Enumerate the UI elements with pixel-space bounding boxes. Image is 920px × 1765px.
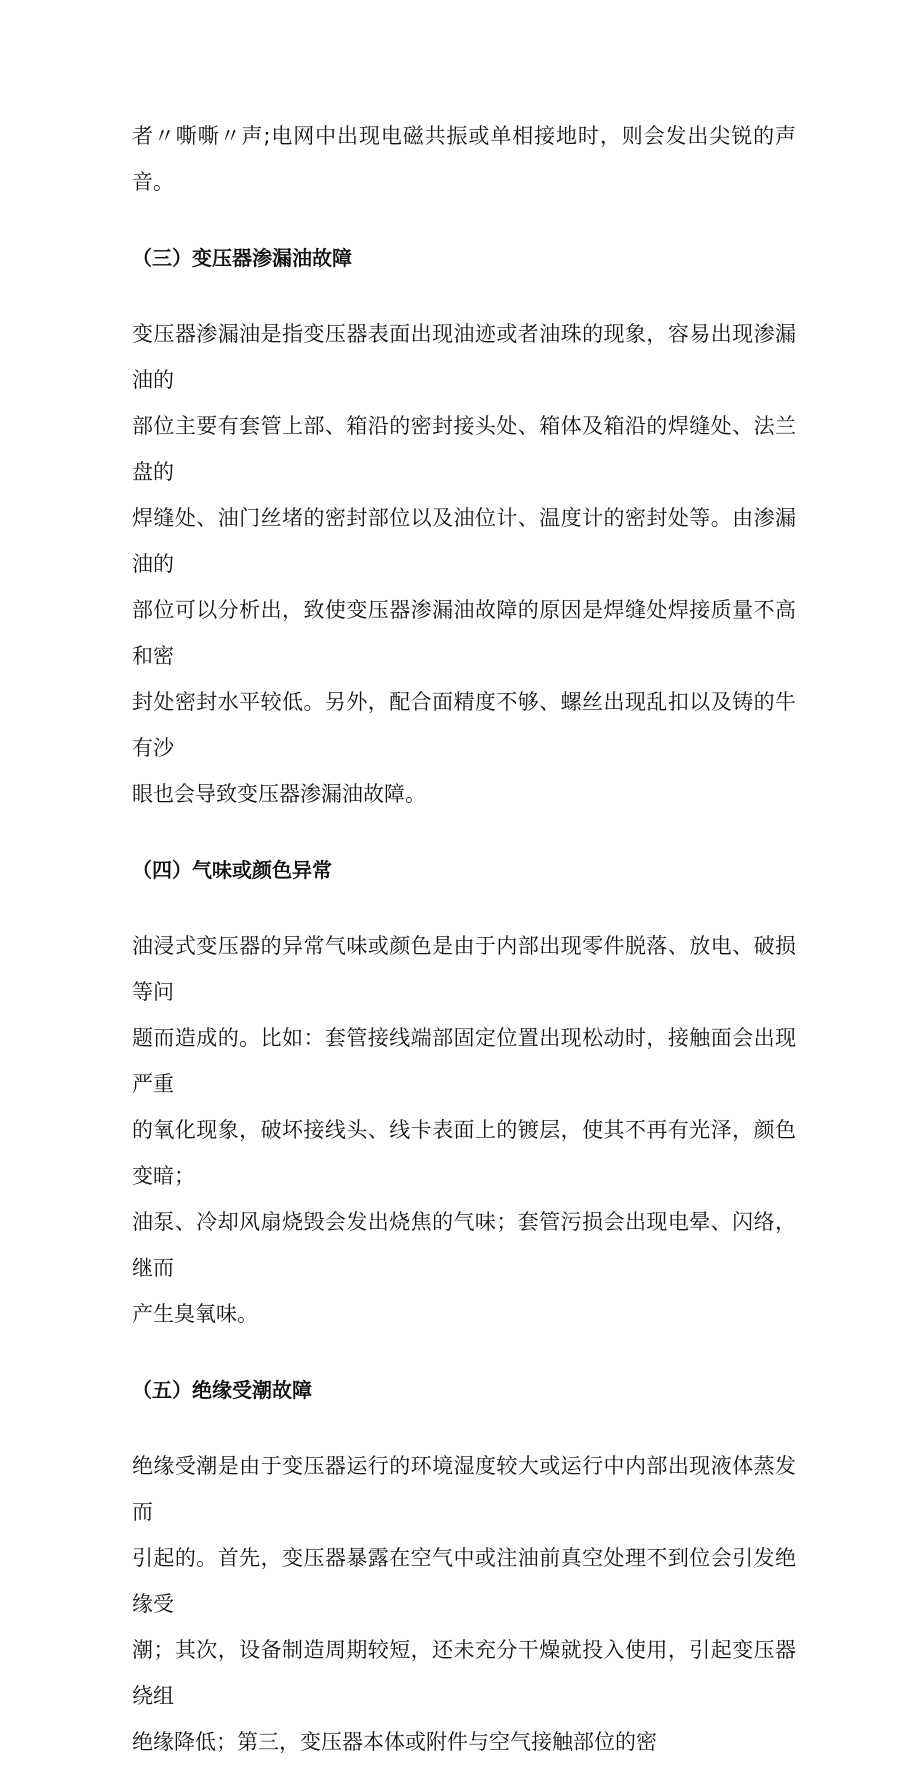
text-line: 封处密封水平较低。另外，配合面精度不够、螺丝出现乱扣以及铸的牛有沙 (132, 690, 796, 760)
heading-oil-leakage: （三）变压器渗漏油故障 (132, 246, 352, 270)
text-line: 变压器渗漏油是指变压器表面出现油迹或者油珠的现象，容易出现渗漏油的 (132, 322, 796, 392)
text-line: 绝缘受潮是由于变压器运行的环境湿度较大或运行中内部出现液体蒸发而 (132, 1454, 796, 1524)
paragraph-insulation-moisture (132, 1443, 796, 1765)
heading-insulation-moisture: （五）绝缘受潮故障 (132, 1378, 312, 1402)
document-body (132, 113, 796, 1765)
paragraph-odor-color (132, 923, 796, 1337)
text-line: 者〃嘶嘶〃声;电网中出现电磁共振或单相接地时，则会发出尖锐的声音。 (132, 124, 796, 194)
text-line: 焊缝处、油门丝堵的密封部位以及油位计、温度计的密封处等。由渗漏油的 (132, 506, 796, 576)
heading-odor-color: （四）气味或颜色异常 (132, 858, 332, 882)
text-line: 部位主要有套管上部、箱沿的密封接头处、箱体及箱沿的焊缝处、法兰盘的 (132, 414, 796, 484)
text-line: 题而造成的。比如：套管接线端部固定位置出现松动时，接触面会出现严重 (132, 1026, 796, 1096)
text-line: 眼也会导致变压器渗漏油故障。 (132, 782, 426, 806)
text-line: 部位可以分析出，致使变压器渗漏油故障的原因是焊缝处焊接质量不高和密 (132, 598, 796, 668)
text-line: 引起的。首先，变压器暴露在空气中或注油前真空处理不到位会引发绝缘受 (132, 1546, 796, 1616)
paragraph-noise-continuation (132, 113, 796, 205)
text-line: 绝缘降低；第三，变压器本体或附件与空气接触部位的密 (132, 1730, 657, 1754)
text-line: 产生臭氧味。 (132, 1302, 258, 1326)
text-line: 油泵、冷却风扇烧毁会发出烧焦的气味；套管污损会出现电晕、闪络，继而 (132, 1210, 796, 1280)
text-line: 油浸式变压器的异常气味或颜色是由于内部出现零件脱落、放电、破损等问 (132, 934, 796, 1004)
paragraph-oil-leakage (132, 311, 796, 817)
text-line: 潮；其次，设备制造周期较短，还未充分干燥就投入使用，引起变压器绕组 (132, 1638, 796, 1708)
text-line: 的氧化现象，破坏接线头、线卡表面上的镀层，使其不再有光泽，颜色变暗； (132, 1118, 796, 1188)
